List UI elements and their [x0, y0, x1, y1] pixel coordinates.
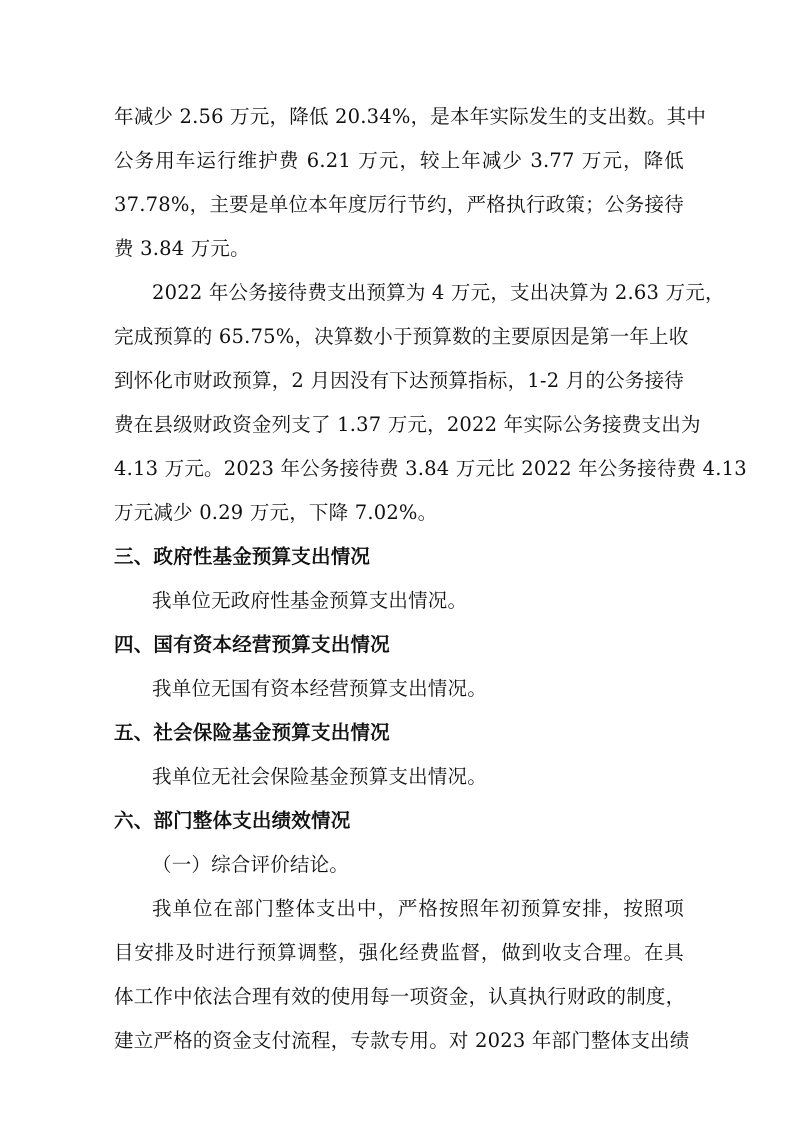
section-4-heading: 四、国有资本经营预算支出情况: [114, 633, 390, 656]
section-3-heading: 三、政府性基金预算支出情况: [114, 545, 371, 568]
section-6-paragraph-line-3: 体工作中依法合理有效的使用每一项资金，认真执行财政的制度，: [114, 985, 686, 1008]
paragraph-1-line-2: 公务用车运行维护费 6.21 万元，较上年减少 3.77 万元，降低: [114, 149, 684, 172]
paragraph-2-line-5: 4.13 万元。2023 年公务接待费 3.84 万元比 2022 年公务接待费 4.13: [114, 457, 747, 480]
paragraph-1-line-1: 年减少 2.56 万元，降低 20.34%，是本年实际发生的支出数。其中: [114, 105, 707, 128]
section-3-text: 我单位无政府性基金预算支出情况。: [152, 589, 468, 612]
paragraph-1-line-3: 37.78%，主要是单位本年度厉行节约，严格执行政策；公务接待: [114, 193, 684, 216]
section-6-heading: 六、部门整体支出绩效情况: [114, 809, 351, 832]
paragraph-1-line-4: 费 3.84 万元。: [114, 237, 250, 260]
section-6-paragraph-line-4: 建立严格的资金支付流程，专款专用。对 2023 年部门整体支出绩: [114, 1029, 690, 1052]
paragraph-2-line-6: 万元减少 0.29 万元，下降 7.02%。: [114, 501, 438, 524]
paragraph-2-line-2: 完成预算的 65.75%，决算数小于预算数的主要原因是第一年上收: [114, 325, 689, 348]
paragraph-2-line-3: 到怀化市财政预算，2 月因没有下达预算指标，1-2 月的公务接待: [114, 369, 684, 392]
paragraph-2-line-4: 费在县级财政资金列支了 1.37 万元，2022 年实际公务接费支出为: [114, 413, 701, 436]
section-5-heading: 五、社会保险基金预算支出情况: [114, 721, 390, 744]
paragraph-2-line-1: 2022 年公务接待费支出预算为 4 万元，支出决算为 2.63 万元，: [152, 281, 725, 304]
section-6-subheading: （一）综合评价结论。: [152, 853, 350, 876]
section-6-paragraph-line-2: 目安排及时进行预算调整，强化经费监督，做到收支合理。在具: [114, 941, 684, 964]
section-6-paragraph-line-1: 我单位在部门整体支出中，严格按照年初预算安排，按照项: [152, 897, 684, 920]
section-4-text: 我单位无国有资本经营预算支出情况。: [152, 677, 487, 700]
section-5-text: 我单位无社会保险基金预算支出情况。: [152, 765, 487, 788]
